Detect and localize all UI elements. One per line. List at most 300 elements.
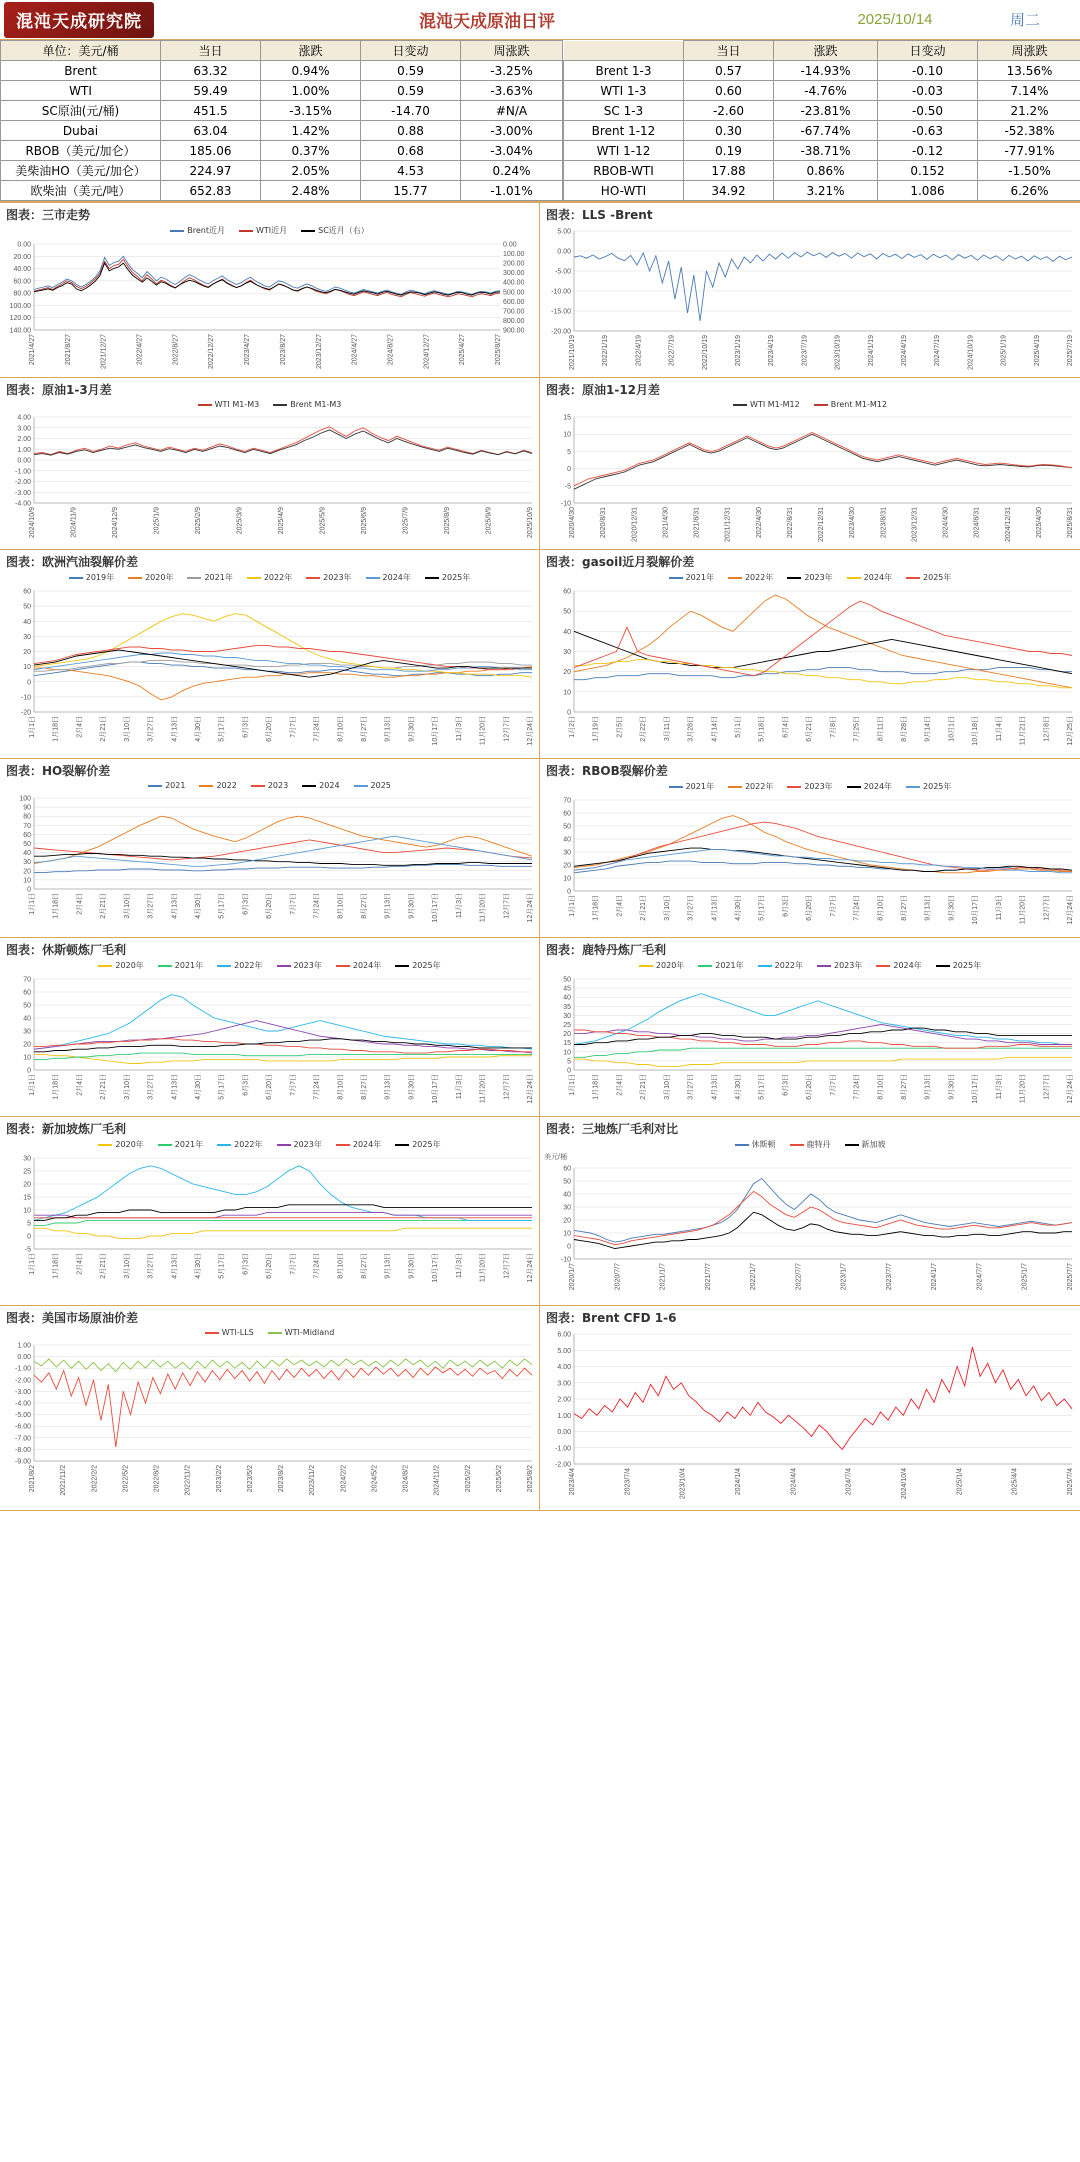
x-tick-label: 3月27日 <box>687 1074 695 1100</box>
chart-cell <box>0 378 540 549</box>
svg-text:300.00: 300.00 <box>503 270 525 278</box>
x-tick-label: 9月14日 <box>924 716 932 742</box>
plot-container <box>540 1162 1080 1305</box>
table-row <box>1 141 563 161</box>
legend-label: 2022年 <box>234 1140 263 1149</box>
x-tick-label: 2月21日 <box>640 1074 648 1100</box>
series-line <box>574 822 1072 870</box>
x-tick-label: 8月27日 <box>361 893 368 919</box>
x-tick-label: 12月24日 <box>527 1074 534 1104</box>
x-tick-label: 2024/7/4 <box>845 1468 853 1496</box>
svg-text:20: 20 <box>563 1217 571 1225</box>
legend-label: 2021年 <box>715 961 744 970</box>
legend-label: 2025年 <box>412 1140 441 1149</box>
legend-label: 2022年 <box>263 573 293 582</box>
x-tick-label: 3月27日 <box>147 1253 155 1279</box>
row-cell-4: -77.91% <box>978 141 1080 161</box>
svg-text:5: 5 <box>567 448 571 456</box>
x-tick-label: 2月21日 <box>100 1074 108 1100</box>
svg-text:0: 0 <box>567 1067 571 1075</box>
chart-legend <box>540 781 1080 794</box>
svg-text:20: 20 <box>563 669 571 677</box>
x-tick-label: 2020/8/31 <box>600 507 608 539</box>
x-tick-label: 2025/8/2 <box>527 1465 534 1493</box>
svg-text:-2.00: -2.00 <box>15 479 31 486</box>
table-header-row <box>564 41 1080 61</box>
x-tick-label: 12月7日 <box>503 1074 511 1100</box>
svg-text:-8.00: -8.00 <box>15 1446 31 1454</box>
svg-text:-3.00: -3.00 <box>15 489 31 497</box>
table-row <box>564 181 1080 201</box>
legend-label: 2024年 <box>863 782 893 791</box>
legend-label: Brent M1-M12 <box>830 400 887 409</box>
row-cell-3: -0.63 <box>878 121 978 141</box>
svg-text:40: 40 <box>23 618 31 626</box>
svg-text:-1.00: -1.00 <box>15 468 31 476</box>
x-tick-label: 2025/2/9 <box>195 507 202 535</box>
x-tick-label: 8月27日 <box>901 895 908 921</box>
svg-text:20: 20 <box>563 862 571 870</box>
row-cell-3: 15.77 <box>361 181 461 201</box>
legend-item <box>669 781 714 792</box>
x-tick-label: 6月20日 <box>266 716 274 742</box>
series-line <box>574 1057 1072 1066</box>
x-tick-label: 2022/4/19 <box>635 335 643 367</box>
x-tick-label: 2023/12/31 <box>911 507 919 543</box>
row-cell-1: 224.97 <box>161 161 261 181</box>
legend-label: 2024 <box>319 781 340 790</box>
row-cell-2: -4.76% <box>774 81 878 101</box>
legend-label: 鹿特丹 <box>806 1140 831 1149</box>
row-label: RBOB-WTI <box>564 161 684 181</box>
legend-label: 2024年 <box>352 1140 382 1149</box>
legend-item <box>728 781 773 792</box>
x-tick-label: 2月21日 <box>100 893 108 919</box>
x-tick-label: 1月1日 <box>29 1253 36 1275</box>
legend-swatch <box>251 785 265 787</box>
x-tick-label: 1月1日 <box>29 716 36 738</box>
x-tick-label: 2023/8/27 <box>279 334 287 366</box>
chart-plot-area <box>540 225 1080 377</box>
svg-text:30: 30 <box>23 1155 31 1163</box>
table-body-right <box>564 61 1080 201</box>
svg-text:50: 50 <box>563 823 571 831</box>
chart-plot-area <box>0 973 540 1116</box>
x-tick-label: 1月18日 <box>52 1253 60 1279</box>
summary-tables <box>0 40 1080 203</box>
legend-label: WTI M1-M12 <box>750 400 800 409</box>
x-tick-label: 9月13日 <box>924 895 932 921</box>
row-label: 美柴油HO（美元/加仑） <box>1 161 161 181</box>
x-tick-label: 2024/7/19 <box>934 335 942 367</box>
x-tick-label: 6月3日 <box>782 895 790 917</box>
row-cell-3: -0.50 <box>878 101 978 121</box>
x-tick-label: 2025/4/9 <box>278 507 285 535</box>
legend-item <box>639 960 684 971</box>
x-tick-label: 2023/10/19 <box>834 335 842 371</box>
chart-caption: 图表：LLS -Brent <box>546 208 653 222</box>
svg-text:30: 30 <box>23 633 31 641</box>
x-tick-label: 11月3日 <box>455 1253 463 1279</box>
legend-item <box>845 1139 886 1150</box>
legend-item <box>69 572 114 583</box>
x-tick-label: 2022/12/31 <box>818 507 825 543</box>
series-line <box>34 1053 532 1060</box>
series-line <box>34 614 532 678</box>
x-tick-label: 8月10日 <box>877 1074 885 1100</box>
row-label: Dubai <box>1 121 161 141</box>
svg-text:60: 60 <box>563 1165 571 1173</box>
x-tick-label: 10月17日 <box>972 1074 980 1104</box>
table-row <box>1 101 563 121</box>
legend-swatch <box>906 577 920 579</box>
svg-text:0: 0 <box>27 679 31 687</box>
legend-swatch <box>728 786 742 788</box>
row-cell-1: 59.49 <box>161 81 261 101</box>
x-tick-label: 12月24日 <box>527 716 534 746</box>
legend-item <box>170 225 225 236</box>
legend-label: 2021年 <box>685 573 714 582</box>
chart-plot-area <box>540 1162 1080 1305</box>
svg-text:-6.00: -6.00 <box>15 1423 31 1431</box>
x-tick-label: 2022/4/27 <box>136 334 144 366</box>
x-tick-label: 2024/8/31 <box>973 507 981 539</box>
svg-text:100: 100 <box>19 795 31 803</box>
svg-text:10: 10 <box>563 1049 571 1057</box>
chart-cell <box>540 759 1080 937</box>
svg-text:4.00: 4.00 <box>17 414 31 422</box>
x-tick-label: 2025/5/9 <box>319 507 327 535</box>
legend-label: 2023 <box>267 781 289 790</box>
x-tick-label: 3月27日 <box>147 1074 155 1100</box>
x-tick-label: 10月17日 <box>432 1074 440 1104</box>
chart-row <box>0 378 1080 550</box>
legend-item <box>98 960 143 971</box>
legend-swatch <box>906 786 920 788</box>
svg-text:10: 10 <box>563 689 571 697</box>
svg-text:140.00: 140.00 <box>9 327 31 335</box>
chart-plot-area <box>0 238 540 376</box>
x-tick-label: 6月3日 <box>782 1074 790 1096</box>
x-tick-label: 2023/7/19 <box>801 335 809 367</box>
x-tick-label: 1月18日 <box>592 1074 600 1100</box>
svg-text:30: 30 <box>563 849 571 857</box>
chart-cell <box>540 203 1080 377</box>
legend-item <box>277 1139 322 1150</box>
legend-swatch <box>735 1144 749 1146</box>
svg-text:-10.00: -10.00 <box>551 288 571 296</box>
series-line <box>34 653 532 671</box>
x-tick-label: 2月21日 <box>640 895 648 921</box>
x-tick-label: 3月27日 <box>687 895 695 921</box>
row-cell-3: -0.12 <box>878 141 978 161</box>
legend-item <box>98 1139 143 1150</box>
legend-label: 2023年 <box>804 782 833 791</box>
price-table-left <box>0 40 563 201</box>
legend-swatch <box>847 786 861 788</box>
x-tick-label: 12月24日 <box>1067 895 1074 925</box>
legend-label: 2021年 <box>685 782 714 791</box>
legend-item <box>847 572 892 583</box>
x-tick-label: 2022/7/7 <box>795 1263 803 1291</box>
chart-cell <box>0 550 540 758</box>
row-cell-1: 63.04 <box>161 121 261 141</box>
legend-label: 2024年 <box>352 961 382 970</box>
x-tick-label: 11月20日 <box>1019 1074 1027 1104</box>
x-tick-label: 4月30日 <box>195 1253 202 1279</box>
row-label: 欧柴油（美元/吨） <box>1 181 161 201</box>
svg-text:20: 20 <box>23 868 31 876</box>
svg-text:15: 15 <box>23 1194 31 1202</box>
legend-item <box>758 960 803 971</box>
chart-cell <box>0 759 540 937</box>
svg-text:80.00: 80.00 <box>13 290 31 298</box>
svg-text:40: 40 <box>563 628 571 636</box>
legend-item <box>217 960 262 971</box>
legend-label: 2023年 <box>804 573 833 582</box>
svg-text:15: 15 <box>563 1040 571 1048</box>
row-cell-2: 0.94% <box>261 61 361 81</box>
chart-cell <box>540 938 1080 1116</box>
legend-swatch <box>306 577 320 579</box>
plot-container <box>540 1328 1080 1510</box>
x-tick-label: 11月3日 <box>995 895 1003 921</box>
x-tick-label: 2025/5/2 <box>495 1465 503 1493</box>
chart-legend <box>0 960 539 973</box>
row-cell-2: -3.15% <box>261 101 361 121</box>
x-tick-label: 2023/8/31 <box>880 507 888 539</box>
row-cell-1: 0.57 <box>684 61 774 81</box>
row-cell-2: 0.86% <box>774 161 878 181</box>
svg-text:30: 30 <box>23 1028 31 1036</box>
legend-swatch <box>847 577 861 579</box>
x-tick-label: 6月21日 <box>806 716 814 742</box>
row-cell-4: 0.24% <box>461 161 563 181</box>
row-cell-2: 1.42% <box>261 121 361 141</box>
series-line <box>34 1039 532 1052</box>
row-cell-4: 21.2% <box>978 101 1080 121</box>
x-tick-label: 11月20日 <box>479 1074 487 1104</box>
x-tick-label: 2025/1/4 <box>956 1468 964 1496</box>
legend-swatch <box>876 965 890 967</box>
x-tick-label: 1月18日 <box>52 893 60 919</box>
table-row <box>564 161 1080 181</box>
x-tick-label: 2022/8/2 <box>153 1465 161 1493</box>
table-row <box>1 121 563 141</box>
x-tick-label: 6月3日 <box>242 716 250 738</box>
legend-label: 2025年 <box>923 782 952 791</box>
legend-label: Brent M1-M3 <box>290 400 342 409</box>
legend-swatch <box>669 786 683 788</box>
row-label: SC原油(元/桶) <box>1 101 161 121</box>
x-tick-label: 2025/7/7 <box>1067 1263 1074 1291</box>
legend-label: 2022年 <box>234 961 263 970</box>
svg-text:500.00: 500.00 <box>503 289 525 297</box>
svg-text:700.00: 700.00 <box>503 308 525 316</box>
table-body-left <box>1 61 563 201</box>
legend-item <box>847 781 892 792</box>
x-tick-label: 9月13日 <box>924 1074 932 1100</box>
x-tick-label: 2023/11/2 <box>309 1465 317 1496</box>
svg-text:45: 45 <box>563 985 571 993</box>
chart-legend <box>540 1139 1080 1152</box>
legend-item <box>239 225 287 236</box>
x-tick-label: 6月20日 <box>266 1253 274 1279</box>
x-tick-label: 9月30日 <box>948 895 956 921</box>
svg-text:2.00: 2.00 <box>17 436 31 443</box>
x-tick-label: 3月27日 <box>147 893 155 919</box>
x-tick-label: 7月7日 <box>289 893 297 915</box>
legend-swatch <box>217 1144 231 1146</box>
series-line <box>574 994 1072 1045</box>
x-tick-label: 1月1日 <box>29 1074 36 1096</box>
x-tick-label: 9月30日 <box>948 1074 956 1100</box>
svg-text:40: 40 <box>23 850 31 858</box>
chart-cell <box>0 203 540 377</box>
x-tick-label: 4月13日 <box>711 1074 719 1100</box>
x-tick-label: 6月20日 <box>266 893 274 919</box>
x-tick-label: 2021/1/7 <box>659 1263 667 1291</box>
legend-swatch <box>845 1144 859 1146</box>
x-tick-label: 1月1日 <box>569 1074 576 1096</box>
x-tick-label: 2024/12/31 <box>1004 507 1012 543</box>
row-label: WTI 1-3 <box>564 81 684 101</box>
chart-plot-area <box>0 1339 540 1507</box>
legend-swatch <box>148 785 162 787</box>
x-tick-label: 8月10日 <box>337 716 345 742</box>
row-cell-4: 13.56% <box>978 61 1080 81</box>
svg-text:5: 5 <box>567 1058 571 1066</box>
legend-swatch <box>158 965 172 967</box>
svg-text:40: 40 <box>563 836 571 844</box>
svg-text:10: 10 <box>23 877 31 885</box>
series-line <box>574 1028 1072 1044</box>
svg-text:30: 30 <box>563 649 571 656</box>
row-cell-1: 34.92 <box>684 181 774 201</box>
table-col-header-4: 周涨跌 <box>461 41 563 61</box>
chart-legend <box>540 400 1080 411</box>
legend-label: 2023年 <box>293 1140 322 1149</box>
svg-text:70: 70 <box>23 822 31 830</box>
x-tick-label: 4月30日 <box>195 1074 202 1100</box>
svg-text:0: 0 <box>567 466 571 474</box>
svg-text:0.00: 0.00 <box>557 1429 571 1436</box>
legend-label: 2023年 <box>323 573 352 582</box>
chart-cell <box>540 1306 1080 1510</box>
legend-item <box>268 1328 335 1337</box>
x-tick-label: 5月17日 <box>218 893 226 919</box>
row-cell-3: 4.53 <box>361 161 461 181</box>
x-tick-label: 2024/7/7 <box>976 1263 984 1291</box>
x-tick-label: 2021/10/19 <box>569 335 576 371</box>
legend-swatch <box>198 404 212 406</box>
row-cell-4: -3.63% <box>461 81 563 101</box>
row-cell-4: -3.00% <box>461 121 563 141</box>
x-tick-label: 4月30日 <box>735 895 742 921</box>
x-tick-label: 7月24日 <box>313 716 321 742</box>
svg-text:40: 40 <box>563 1191 571 1199</box>
legend-swatch <box>758 965 772 967</box>
legend-swatch <box>787 786 801 788</box>
x-tick-label: 2月4日 <box>616 895 624 917</box>
chart-plot-area <box>0 411 540 549</box>
plot-container <box>540 794 1080 937</box>
legend-item <box>787 781 832 792</box>
legend-label: 2019年 <box>85 573 115 582</box>
legend-item <box>936 960 981 971</box>
series-line <box>574 1191 1072 1244</box>
row-cell-4: -3.04% <box>461 141 563 161</box>
legend-label: 2025年 <box>441 573 471 582</box>
svg-text:10: 10 <box>23 664 31 672</box>
legend-label: 2024年 <box>382 573 411 582</box>
x-tick-label: 2022/1/19 <box>602 335 610 367</box>
row-cell-2: 0.37% <box>261 141 361 161</box>
svg-text:120.00: 120.00 <box>9 315 31 323</box>
chart-plot-area <box>540 973 1080 1116</box>
row-label: HO-WTI <box>564 181 684 201</box>
svg-text:40: 40 <box>563 994 571 1002</box>
x-tick-label: 1月18日 <box>592 895 600 921</box>
x-tick-label: 3月10日 <box>123 716 131 742</box>
x-tick-label: 2025/7/19 <box>1067 335 1074 367</box>
row-label: Brent <box>1 61 161 81</box>
x-tick-label: 2025/7/9 <box>402 507 410 535</box>
row-cell-4: 7.14% <box>978 81 1080 101</box>
x-tick-label: 2023/4/30 <box>849 507 857 539</box>
x-tick-label: 7月24日 <box>313 1253 321 1279</box>
svg-text:-4.00: -4.00 <box>15 500 31 508</box>
x-tick-label: 2022/7/19 <box>668 335 676 367</box>
x-tick-label: 9月13日 <box>384 1074 392 1100</box>
table-row <box>1 181 563 201</box>
table-col-header-2: 涨跌 <box>774 41 878 61</box>
legend-item <box>395 1139 440 1150</box>
x-tick-label: 2025/4/4 <box>1011 1468 1019 1496</box>
legend-item <box>354 781 391 790</box>
x-tick-label: 8月10日 <box>337 893 345 919</box>
legend-item <box>158 1139 203 1150</box>
x-tick-label: 2020/12/31 <box>631 507 639 543</box>
legend-swatch <box>187 577 201 579</box>
x-tick-label: 2022/12/27 <box>208 334 216 370</box>
x-tick-label: 12月24日 <box>1067 1074 1074 1104</box>
x-tick-label: 2024/1/7 <box>931 1263 939 1291</box>
x-tick-label: 3月10日 <box>123 893 131 919</box>
x-tick-label: 5月18日 <box>758 716 766 742</box>
table-row <box>1 61 563 81</box>
x-tick-label: 2023/5/2 <box>246 1465 254 1493</box>
svg-text:70: 70 <box>563 797 571 805</box>
plot-container <box>540 585 1080 758</box>
row-cell-2: 1.00% <box>261 81 361 101</box>
svg-text:-20.00: -20.00 <box>551 328 571 336</box>
x-tick-label: 2023/10/4 <box>679 1468 687 1500</box>
chart-caption: 图表：HO裂解价差 <box>6 764 111 778</box>
svg-text:10: 10 <box>563 1230 571 1238</box>
legend-swatch <box>814 404 828 406</box>
x-tick-label: 2024/10/19 <box>967 335 975 371</box>
plot-container <box>540 225 1080 377</box>
x-tick-label: 1月1日 <box>29 893 36 915</box>
svg-text:0: 0 <box>27 886 31 894</box>
svg-text:0.00: 0.00 <box>557 248 571 256</box>
svg-text:0: 0 <box>567 1243 571 1251</box>
company-logo: 混沌天成研究院 <box>4 2 154 38</box>
x-tick-label: 2025/4/19 <box>1033 335 1041 367</box>
x-tick-label: 5月1日 <box>735 716 742 738</box>
svg-text:40: 40 <box>23 1015 31 1023</box>
